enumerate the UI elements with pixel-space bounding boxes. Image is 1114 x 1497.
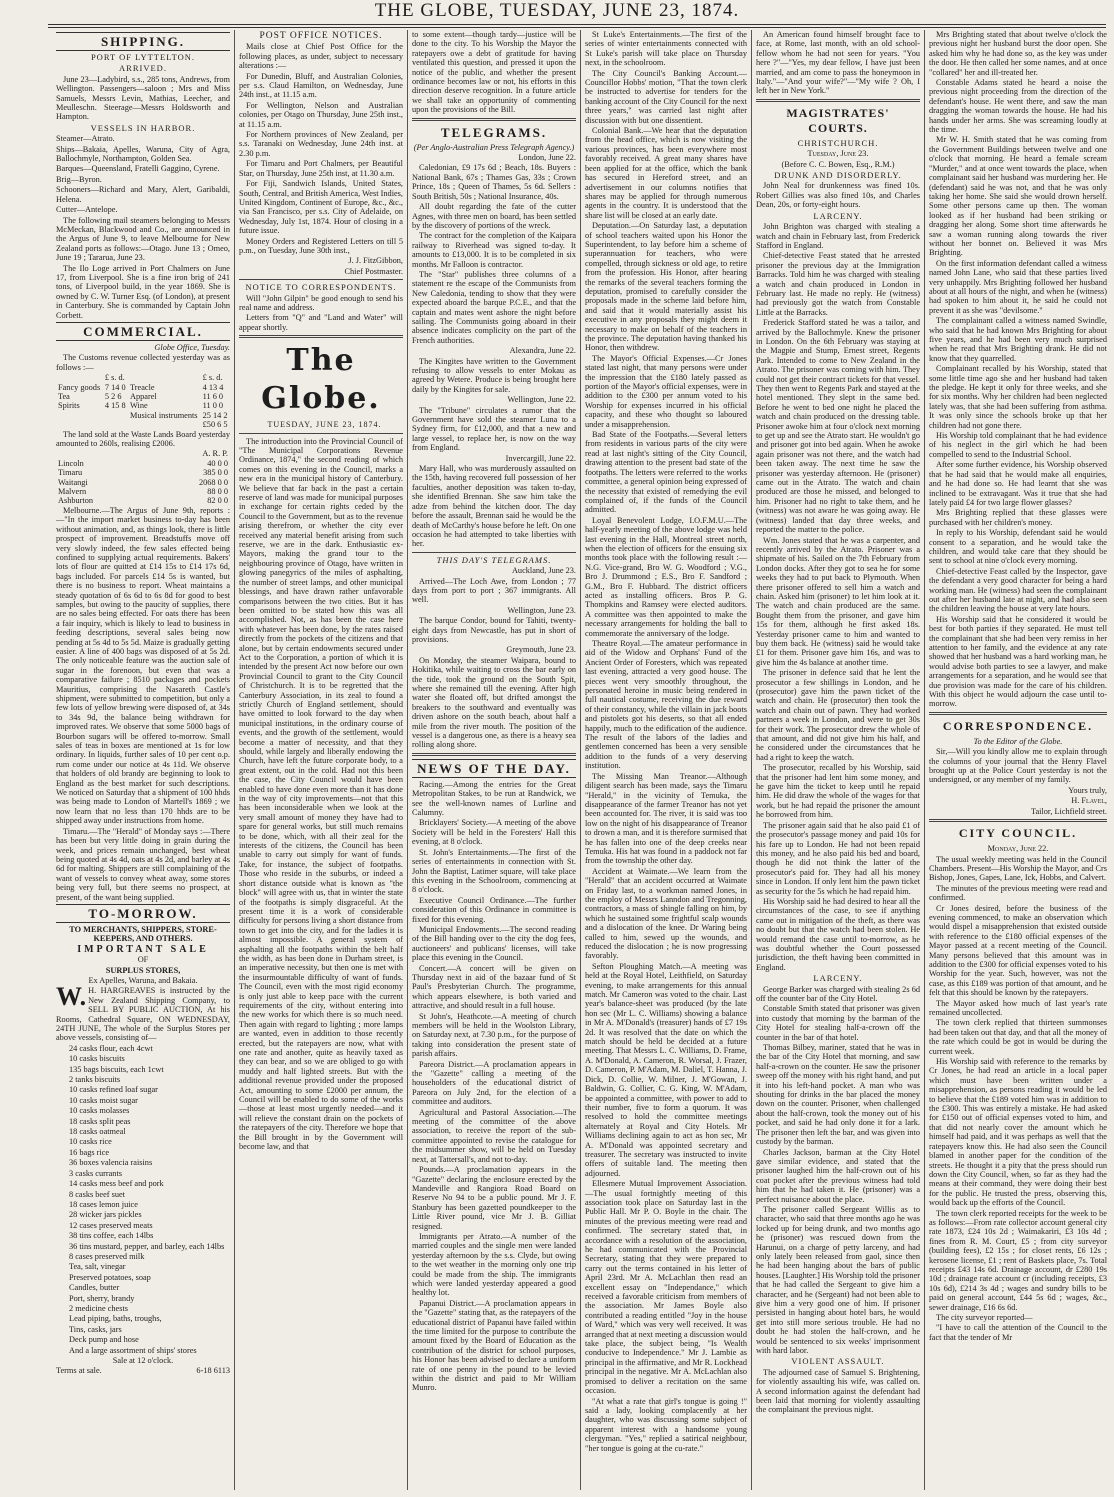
dateline: Greymouth, June 23. xyxy=(506,645,576,655)
council-text: "I have to call the attention of the Council to the fact that the tender of Mr xyxy=(929,1323,1107,1342)
column-divider xyxy=(751,30,752,1490)
editorial-dateline: TUESDAY, JUNE 23, 1874. xyxy=(267,420,382,430)
arrived-text: June 23—Ladybird, s.s., 285 tons, Andrews, from Wellington. Passengers—saloon ; Mrs and Miss Samuels, Messrs Levin, Mathias, Leecher, and Meulleschn. Steerage—Messrs Holdsworth and Hampton. xyxy=(56,74,230,122)
notice-paragraph: Letters from "Q" and "Land and Water" will appear shortly. xyxy=(239,313,403,332)
table-row xyxy=(56,478,230,487)
postmaster-title: Chief Postmaster. xyxy=(344,266,403,276)
list-item: And a large assortment of ships' stores xyxy=(69,1345,197,1355)
case-text: Thomas Bilbey, mariner, stated that he was in the bar of the City Hotel that morning, and saw half-a-crown on the counter. He saw the prisoner sweep off the money with his right hand, and put it into his left-hand pocket. A man who was shouting for drinks in the bar placed the money down on the counter. Prisoner, when challenged about the half-crown, took the money out of his pocket, and said he had only done it for a lark. The prisoner then left the bar, and was given into custody by the barman. xyxy=(756,1043,920,1147)
timaru-text: Timaru.—The "Herald" of Monday says :—There has been but very little doing in grain during the week, and prices remain unchanged, best wheat being quoted at 4s 4d, oats at 4s 2d, and barley at 4s 6d for malting. Shippers are still complaining of the want of vessels to convey wheat away, some stores being very full, but there seems no prospect, at present, of the want being supplied. xyxy=(56,826,230,902)
magistrates-heading: MAGISTRATES' COURTS. xyxy=(786,105,890,135)
news-item: Papanui District.—A proclamation appears in the "Gazette" stating that, as the ratepayers of the educational district of Papanui have failed within the time limited for the purpose to contribute the amount fixed by the Board of Education as the contribution of the district for school purposes, his Honor has been advised to declare a uniform rate of one penny in the pound to be levied within the district and paid to Mr William Munro. xyxy=(412,1298,576,1393)
divider xyxy=(239,433,403,434)
case-text: Constable Adams stated he heard a noise the previous night proceeding from the direction of the defendant's house. He went there, and saw the man dragging the woman towards the house. He had his hands under her arms. She was screaming loudly at the time. xyxy=(929,78,1107,135)
schooners-text: Schooners—Richard and Mary, Alert, Garibaldi, Helena. xyxy=(56,185,230,204)
cell: Apparel xyxy=(130,392,157,401)
arrived-heading: ARRIVED. xyxy=(119,63,167,74)
divider xyxy=(756,99,920,102)
table-row xyxy=(56,468,230,477)
cell: Malvern xyxy=(58,487,87,497)
customs-head: £ s. d. xyxy=(202,373,223,383)
news-item: Bricklayers' Society.—A meeting of the above Society will be held in the Foresters' Hall this evening, at 8 o'clock. xyxy=(412,818,576,847)
council-text: The usual weekly meeting was held in the Council Chambers. Present—His Worship the Mayor, and Crs Bishop, Jones, Gapes, Lane, Ick, Hobbs, and Calvert. xyxy=(929,854,1107,883)
sale-body xyxy=(56,982,230,1043)
news-item: Racing.—Among the entries for the Great Metropolitan Stakes, to be run at Randwick, we see the well-known names of Lurline and Calumny. xyxy=(412,779,576,818)
council-text: The town clerk replied that thirteen summonses had been taken out that day, and that all the money of the rate which could be got in would be during the current week. xyxy=(929,1018,1107,1056)
customs-total: £50 6 5 xyxy=(202,420,228,430)
cell: Timaru xyxy=(58,468,83,478)
news-item: Agricultural and Pastoral Association.—The meeting of the committee of the above association, to receive the report of the sub-committee appointed to revise the catalogue for the midsummer show, will be held on Tuesday next, at Tattersall's, and not to-day. xyxy=(412,1107,576,1164)
list-item: 3 casks currants xyxy=(69,1168,122,1178)
news-item: The Missing Man Treanor.—Although diligent search has been made, says the Timaru "Herald," in the vicinity of Temuka, the disappearance of the farmer Treanor has not yet been accounted for. The river, it is said was too low on the night of his disappearance of Treanor to drown a man, and it is therefore surmised that he has fallen into one of the deep creeks near Temuka. His hat was found in a paddock not far from the township the other day. xyxy=(585,771,747,866)
table-row xyxy=(56,392,230,401)
telegram: All doubt regarding the fate of the cutter Agnes, with three men on board, has been settled by the discovery of portions of the wreck. xyxy=(412,202,576,230)
council-text: The minutes of the previous meeting were read and confirmed. xyxy=(929,883,1107,903)
globe-logo: The Globe. xyxy=(261,343,381,417)
ad-ref: 6-18 6113 xyxy=(196,1366,230,1376)
case-text: Chief-detective Feast stated that he arrested prisoner the previous day at the Immigration Barracks. Told him he was charged with stealing a watch and chain produced in London in February last. He made no reply. He (witness) had previously got the watch from Constable Little at the Barracks. xyxy=(756,251,920,317)
page-masthead: THE GLOBE, TUESDAY, JUNE 23, 1874. xyxy=(374,0,740,21)
news-item: "At what a rate that girl's tongue is going !" said a lady, looking complacently at her daughter, who was discussing some subject of apparent interest with a handsome young clergyman. "Yes," replied a satirical neighbour, "her tongue is going at the cu-rate." xyxy=(585,1396,747,1453)
postmaster-name: J. J. FitzGibbon, xyxy=(348,256,403,266)
telegram: The barque Condor, bound for Tahiti, twenty-eight days from Newcastle, has put in short of provisions. xyxy=(412,616,576,644)
case-text: The complainant called a witness named Swindle, who said that he had known Mrs Brighting for about five years, and he had been very much surprised when he read that Mrs Brighting drank. He did not know that they quarrelled. xyxy=(929,316,1107,363)
dateline: Alexandra, June 22. xyxy=(509,346,576,356)
council-text: Cr Jones desired, before the business of the evening commenced, to make an observation which would dispel a misapprehension that existed outside with reference to the £180 official expenses of the Mayor passed at a recent meeting of the Council. Many persons believed that this amount was in addition to the £300 for official expenses voted to his Worship for the year. Such, however, was not the case, as this £189 was portion of that amount, and he felt that this should be known by the ratepayers. xyxy=(929,903,1107,998)
column-divider xyxy=(580,30,581,1490)
list-item: Deck pump and hose xyxy=(69,1335,139,1345)
table-row xyxy=(56,487,230,496)
news-item: St. John's Entertainments.—The first of the series of entertainments in connection with St. John the Baptist, Latimer square, will take place this evening in the Schoolroom, commencing at 8 o'clock. xyxy=(412,847,576,895)
news-item: Concert.—A concert will be given on Thursday next in aid of the bazaar fund of St Paul's Presbyterian Church. The programme, which appears elsewhere, is both varied and attractive, and should result in a full house. xyxy=(412,963,576,1011)
post-paragraph: Mails close at Chief Post Office for the following places, as under, subject to necessary alterations :— xyxy=(239,42,403,71)
divider xyxy=(239,335,403,338)
table-row xyxy=(56,383,230,392)
court-bench: (Before C. C. Bowen, Esq., R.M.) xyxy=(781,159,895,169)
case-text: Chief-detective Feast called by the Inspector, gave the defendant a very good character for being a hard working man. He (witness) had seen the complainant out after her husband late at night, and had also seen the children leaving the house at very late hours. xyxy=(929,566,1107,614)
divider xyxy=(929,819,1107,822)
telegram: The contract for the completion of the Kaipara railway to Riverhead was signed to-day. It amounts to £13,000. It is to be completed in six months. Mr Falloon is contractor. xyxy=(412,231,576,269)
letter-body: Sir,—Will you kindly allow me to explain through the columns of your journal that the Henry Flavel brought up at the Police Court yesterday is not the undersigned, or any member of my family. xyxy=(929,747,1107,785)
news-item: St Luke's Entertainments.—The first of the series of winter entertainments connected with St Luke's parish will take place on Thursday next, in the schoolroom. xyxy=(585,30,747,68)
cell: Tea xyxy=(58,392,70,401)
telegram-agency: (Per Anglo-Australian Press Telegraph Agency.) xyxy=(413,142,575,152)
news-item: Deputation.—On Saturday last, a deputation of school teachers waited upon his Honor the Superintendent, to lay before him a scheme of superannuation for teachers, who were compelled, through sickness or old age, to retire from the profession. His Honor, after hearing the remarks of the several teachers forming the deputation, promised to carefully consider the proposals made in the scheme laid before him, and said that it would materially assist his executive in any proposals they might deem it necessary to make on behalf of the teachers in the province. The deputation having thanked his Honor, then withdrew. xyxy=(585,221,747,353)
list-item: 8 casks beef suet xyxy=(69,1189,125,1199)
case-text: His Worship told complainant that he had evidence of his neglect in the girl which he had been compelled to send to the Industrial School. xyxy=(929,431,1107,459)
case-text: The prisoner called Sergeant Willis as to character, who said that three months ago he was locked up for being drunk, and two months ago he (prisoner) was rescued down from the Harunui, on a charge of petty larceny, and had only lately been released from gaol, since then he had been hanging about the bars of public houses. [Laughter.] His Worship told the prisoner that he had called the Sergeant to give him a character, and he (Sergeant) had not been able to give him a very good one of him. If prisoner persisted in hanging about hotel bars, he would get into still more serious trouble. He had no doubt he had stolen the half-crown, and he would be sentenced to six weeks' imprisonment with hard labor. xyxy=(756,1204,920,1356)
dateline: Wellington, June 22. xyxy=(507,395,576,405)
cell: Musical instruments xyxy=(130,410,198,420)
news-item: Pounds.—A proclamation appears in the "Gazette" declaring the enclosure erected by the Mandeville and Rangiora Road Board on Reserve No 94 to be a public pound. Mr J. F. Stanbury has been gazetted poundkeeper to the Little River pound, vice Mr J. B. Gilliat resigned. xyxy=(412,1165,576,1231)
council-text: His Worship said with reference to the remarks by Cr Jones, he had read an article in a local paper which must have been written under a misapprehension, as persons reading it would be led to believe that the £189 voted him was in addition to the £300. This was entirely a mistake. He had asked for £150 out of official expenses voted to him, and that did not nearly cover the amount which he himself had paid, and it was perhaps as well that the ratepayers know this. He had also seen the Council blamed in another paper for the condition of the streets. He thought it a pity that the press should run down the City Council, when, so far as they had the means at their command, they were doing their best for the public. He trusted the press, observing this, would back up the efforts of the Council. xyxy=(929,1057,1107,1208)
case-heading: VIOLENT ASSAULT. xyxy=(791,1356,885,1367)
news-item: Municipal Endowments.—The second reading of the Bill handing over to the city the dog fees, auctioneers' and publicans' licenses, will take place this evening in the Council. xyxy=(412,924,576,963)
drop-cap: W. xyxy=(56,982,87,1012)
case-text: Frederick Stafford stated he was a tailor, and arrived by the Ballochmyle. Knew the prisoner in London. On the 6th February was staying at the Magpie and Stump, Ernest street, Regents Park. Intended to come to New Zealand in the Atrato. The prisoner was coming with him. They could not get their contract tickets for that vessel. They then went to Regents Park and stayed at the hotel mentioned. They slept in the same bed. Before he went to bed one night he placed the watch and chain produced on the dressing table. Prisoner awoke him at four o'clock next morning to get up and see the Atrato start. He wouldn't go and prisoner got into bed again. When he awoke again prisoner was not there, and the watch had been taken away. The next time he saw the prisoner was yesterday afternoon. He (prisoner) came out in the Atrato. The watch and chain produced are those he missed, and belonged to him. Prisoner had no right to take them, and he (witness) was not aware he was going away. He (witness) landed that day three weeks, and reported the matter to the police. xyxy=(756,318,920,535)
dateline: Wellington, June 23. xyxy=(507,605,576,615)
post-office-heading: POST OFFICE NOTICES. xyxy=(259,31,383,41)
post-paragraph: For Timaru and Port Chalmers, per Beautiful Star, on Thursday, June 25th inst, at 11.30 a.m. xyxy=(239,159,403,178)
list-item: Lead piping, baths, troughs, xyxy=(69,1314,162,1324)
divider xyxy=(239,279,403,280)
column-divider xyxy=(924,30,925,1490)
column-divider xyxy=(407,30,408,1490)
to-merchants: TO MERCHANTS, SHIPPERS, STORE-KEEPERS, AND OTHERS. xyxy=(69,924,217,944)
telegram: Caledonian, £9 17s 6d ; Beach, 18s. Buyers : National Bank, 67s ; Thames Gas, 33s ; Crown Prince, 18s ; Queen of Thames, 5s 6d. Sellers : South British, 50s ; National Insurance, 40s. xyxy=(412,163,576,201)
list-item: 10 casks moist sugar xyxy=(69,1095,138,1105)
correspondence-heading: CORRESPONDENCE. xyxy=(942,718,1094,733)
lots-list xyxy=(56,1044,230,1355)
cell: Wine xyxy=(130,401,148,411)
list-item: Port, sherry, brandy xyxy=(69,1293,135,1303)
list-item: Preserved potatoes, soap xyxy=(69,1272,151,1282)
commercial-heading: COMMERCIAL. xyxy=(56,322,230,341)
sale-of: OF xyxy=(137,955,149,965)
notice-heading: NOTICE TO CORRESPONDENTS. xyxy=(245,282,397,293)
news-item: Sefton Ploughing Match.—A meeting was held at the Royal Hotel, Leithfield, on Saturday evening, to make arrangements for this annual match. Mr Cameron was voted to the chair. Last year's balance-sheet was produced (by the late hon sec (Mr L. C. Williams) showing a balance in Mr A. M'Donald's (treasurer) hands of £7 19s 2d. It was resolved that the date on which the match should be held be decided at a future meeting. That Messrs L. C. Williams, D. Frame, A. M'Donald, A. Cameron, R. Worsal, J. Frazer, D. Cameron, P. M'Adam, M. Daliel, T. Hanna, J. Dick, D. Collie, W. Milner, J. M'Gowan, J. Baldwin, G. Collier, C. G. King, W. M'Adam, be appointed a committee, with power to add to their number, five to form a quorum. It was resolved to hold the committee meetings alternately at Royal and City Hotels. Mr Williams declining again to act as hon sec, Mr A. M'Donald was appointed secretary and treasurer. The secretary was instructed to invite offers of suitable land. The meeting then adjourned. xyxy=(585,961,747,1178)
list-item: 14 casks mess beef and pork xyxy=(69,1179,164,1189)
list-item: 135 bags biscuits, each 1cwt xyxy=(69,1064,164,1074)
customs-intro: The Customs revenue collected yesterday was as follows :— xyxy=(56,353,230,372)
case-text: The prisoner in defence said that he lent the prosecutor a few shillings in London, and he (prosecutor) gave him the pawn ticket of the watch and chain. He (prosecutor) then took the watch and chain out of pawn. They had worked partners a week in London, and were to get 30s for their work. The prosecutor drew the whole of that amount, and did not give him his half, and he considered under the circumstances that he had a right to keep the watch. xyxy=(756,668,920,762)
tomorrow-heading: TO-MORROW. xyxy=(56,904,230,923)
list-item: 10 casks refined loaf sugar xyxy=(69,1085,158,1095)
list-item: Tea, salt, vinegar xyxy=(69,1262,126,1272)
editorial-continued: to some extent—though tardy—justice will be done to the city. To his Worship the Mayor the ratepayers owe a debt of gratitude for having ventilated this question, and pressed it upon the notice of the public, and whether the present ordinance becomes law or not, his efforts in this direction deserve recognition. In a future article we shall take an opportunity of commenting upon the provisions of the Bill. xyxy=(412,30,576,115)
sale-time: Sale at 12 o'clock. xyxy=(112,1356,174,1365)
editorial-text: The introduction into the Provincial Council of "The Municipal Corporations Revenue Ordinance, 1874," the second reading of which comes on this evening in the Council, marks a new era in the municipal history of Canterbury. We believe that far back in the past a certain reserve of land was made for municipal purposes in exchange for certain rights ceded by the Council to the Government, but as to the revenue arising therefrom, or whether the city ever received any material benefit arising from such reserve, we are in the dark. Enthusiastic ex-Mayors, making the grand tour to the neighbouring province of Otago, have written in glowing panegyrics of the miles of asphalting, the number of street lamps, and other municipal blessings, and have drawn rather unfavorable comparisons between the two cities. But it has been omitted to be stated how this was all accomplished. Not, as has been the case here with whatever has been done, by the rates raised directly from the pockets of the citizens and that alone, but by certain endowments secured under Act to the Corporation, a portion of which it is intended by the present Act now before our own Provincial Council to grant to the City Council of Christchurch. It is to be regretted that the Canterbury Association, in its zeal to found a strictly Church of England settlement, should have omitted to look forward to the day when municipal institutions, in the ordinary course of events, and the growth of the settlement, would become a matter of necessity, and that they should, while largely and liberally endowing the Church, have left the future corporate body, to a great extent, out in the cold. Had not this been the case, the City Council would have been enabled to have done even more than it has done in the way of city improvements—not that this has been inconsiderable when we look at the very small amount of money they have had to spare for general works, but still much remains to be done, which, with all their zeal for the interests of the citizens, the Council has been unable to carry out simply for want of funds. Take, for instance, the subject of footpaths. Those who reside in the suburbs, or indeed a short distance outside what is known as "the block" will agree with us, that in winter the state of the footpaths is simply disgraceful. At the present time it is a work of considerable difficulty for persons living a short distance from town to get into the city, and for the ladies it is almost impossible. A general system of asphalting all the footpaths within the belt half the width, as has been done in Durham street, is an imperative necessity, but then one is met with the insurmountable difficulty of want of funds. The Council, even with the most rigid economy is only just able to keep pace with the current requirements of the city, without entering into the new works for which there is so much need. Then again with regard to lighting ; more lamps are wanted, even in addition to those recently erected, but the ratepayers are now, what with one rate and another, quite as heavily taxed as they can bear, and so we are obliged to go with muddy and half lighted streets. But with the additional revenue provided under the proposed Act, amounting to some £2000 per annum, the Council will be enabled to do some of the works—those at least most urgently needed—and it will relieve the constant drain on the pockets of the ratepayers of the city. Therefore we hope that the Bill brought in by the Government will become law, and that xyxy=(239,436,403,1152)
telegram: On Monday, the steamer Waipara, bound to Hokitika, while waiting to cross the bar early on the tide, took the ground on the South Spit, where she remained till the evening. After high water she floated off, but drifted amongst the breakers to the southward and eventually was driven ashore on the south beach, about half a mile from the river mouth. The position of the vessel is a dangerous one, as there is a heavy sea rolling along shore. xyxy=(412,655,576,750)
letter-address: Tailor, Lichfield street. xyxy=(1030,806,1107,816)
court-date: Tuesday, June 23. xyxy=(807,149,869,159)
case-text: John Neal for drunkenness was fined 10s. Robert Gillies was also fined 10s, and Charles Dean, 20s, or forty-eight hours. xyxy=(756,181,920,210)
customs-head-row xyxy=(56,373,230,382)
land-table xyxy=(56,449,230,505)
news-item: Pareora District.—A proclamation appears in the "Gazette" calling a meeting of the householders of the educational district of Pareora on July 2nd, for the election of a committee and auditors. xyxy=(412,1059,576,1107)
list-item: 10 casks biscuits xyxy=(69,1054,125,1064)
sale-body-text: H. HARGREAVES is instructed by the New Zealand Shipping Company, to SELL BY PUBLIC AUCTION, At his Rooms, Cathedral Square, ON WEDNESDAY, 24TH JUNE, The whole of the Surplus Stores per above vessels, consisting of— xyxy=(56,986,230,1043)
sale-title: IMPORTANT SALE xyxy=(77,943,209,955)
case-heading: DRUNK AND DISORDERLY. xyxy=(774,170,902,181)
court-place: CHRISTCHURCH. xyxy=(797,137,879,148)
cell: 7 14 0 xyxy=(104,382,126,392)
terms-line xyxy=(56,1366,230,1375)
steamer-text: Steamer—Atrato. xyxy=(56,134,115,144)
cutter-text: Cutter—Antelope. xyxy=(56,205,118,215)
case-text: Constable Smith stated that prisoner was given into custody that morning by the barman of the City Hotel for stealing half-a-crown off the counter in the bar of that hotel. xyxy=(756,1004,920,1042)
case-text: After some further evidence, his Worship observed that he had said that he would make all enquiries, and he had done so. He had learnt that she was inclined to be extravagant. Was it true that she had lately paid £4 for two large flower glasses? xyxy=(929,460,1107,507)
list-item: Candles, butter xyxy=(69,1283,120,1293)
list-item: 18 cases lemon juice xyxy=(69,1199,138,1209)
post-paragraph: For Wellington, Nelson and Australian colonies, per Otago on Thursday, June 25th inst., at 11.15 a.m. xyxy=(239,100,403,129)
customs-table xyxy=(56,373,230,429)
port-heading: PORT OF LYTTELTON. xyxy=(90,52,196,62)
cell: 11 0 0 xyxy=(202,401,224,411)
case-text: Mrs Brighting stated that about twelve o'clock the previous night her husband burst the door open. She asked him why he had done so, as the key was under the door. He then called her some names, and at once "collared" her and ill-treated her. xyxy=(929,30,1107,77)
cell: Fancy goods xyxy=(58,382,101,392)
news-item: Immigrants per Atrato.—A number of the married couples and the single men were landed yesterday afternoon by the s.s. Clyde, but owing to the wet weather in the morning only one trip could be made from the ship. The immigrants which were landed yesterday appeared a good healthy lot. xyxy=(412,1231,576,1298)
divider xyxy=(412,118,576,121)
list-item: 8 cases preserved milk xyxy=(69,1251,145,1261)
case-text: The adjourned case of Samuel S. Brightening, for violently assaulting his wife, was called on. A second information against the defendant had been laid that morning for violently assaulting the complainant the previous night. xyxy=(756,1367,920,1415)
case-heading: LARCENY. xyxy=(813,973,863,984)
table-row xyxy=(56,496,230,505)
list-item: 10 casks molasses xyxy=(69,1106,130,1116)
surplus-stores: SURPLUS STORES, xyxy=(105,965,181,975)
barques-text: Barques—Queensland, Fratelli Gaggino, Cyrene. xyxy=(56,164,220,174)
case-text: Mrs Brighting replied that these glasses were purchased with her children's money. xyxy=(929,508,1107,527)
news-item: Bad State of the Footpaths.—Several letters from residents in various parts of the city were read at last night's sitting of the City Council, drawing attention to the present bad state of the footpaths. The letters were referred to the works committee, a general opinion being expressed of the necessity that existed of remedying the evil complained of, if the funds of the Council admitted. xyxy=(585,430,747,515)
cell: Lincoln xyxy=(58,458,84,468)
masthead-rule-2 xyxy=(48,27,1106,28)
cell: 25 14 2 xyxy=(202,410,228,420)
news-item: St John's, Heathcote.—A meeting of church members will be held in the Woolston Library, on Saturday next, at 7.30 p.m., for the purpose of taking into consideration the present state of parish affairs. xyxy=(412,1011,576,1059)
news-heading: NEWS OF THE DAY. xyxy=(412,759,576,778)
telegram: Arrived—The Loch Awe, from London ; 77 days from port to port ; 367 immigrants. All well. xyxy=(412,576,576,605)
case-text: Complainant recalled by his Worship, stated that some little time ago she and her husband had taken the pledge. He kept it only for three weeks, and she for six months. Why her children had been neglected lately was, that she had been suffering from asthma. It was only since the schools broke up that her children had not gone there. xyxy=(929,364,1107,430)
telegrams-heading: TELEGRAMS. xyxy=(440,124,548,140)
cell: 5 2 6 xyxy=(104,392,122,401)
list-item: 18 casks oatmeal xyxy=(69,1127,126,1137)
dateline: Invercargill, June 22. xyxy=(505,453,576,463)
news-item: An American found himself brought face to face, at Rome, last month, with an old school-fellow whom he had not seen for years. "You here ?"—"Yes, my dear fellow, I have just been married, and am come to pass the honeymoon in Italy."—"And your wife?"—"My wife ? Oh, I left her in New York." xyxy=(756,30,920,96)
table-row xyxy=(56,411,230,420)
column-2 xyxy=(239,30,403,1490)
brig-text: Brig—Byron. xyxy=(56,174,102,184)
case-text: In reply to his Worship, defendant said he would consent to a separation, and he would take the children, and would take care that they should be sent to school at nine o'clock every morning. xyxy=(929,528,1107,566)
todays-telegrams-heading: THIS DAY'S TELEGRAMS. xyxy=(436,554,552,565)
mails-text: The following mail steamers belonging to Messrs McMeckan, Blackwood and Co., are announced in the Argus of June 9, to leave Melbourne for New Zealand ports as follows:—Otago. June 13 ; Omeo, June 19 ; Tararua, June 23. xyxy=(56,215,230,263)
list-item: 12 cases preserved meats xyxy=(69,1220,153,1230)
list-item: 2 medicine chests xyxy=(69,1303,128,1313)
cell: Spirits xyxy=(58,401,80,411)
news-item: Colonial Bank.—We hear that the deputation from the head office, which is now visiting the various provinces, has been everywhere most favorably received. A great many shares have been applied for at the office, which the bank has secured in Hereford street, and an advertisement in our columns notifies that shares may be applied for through numerous agents in the country. It is understood that the share list will be closed at an early date. xyxy=(585,126,747,220)
cell: 4 13 4 xyxy=(202,382,224,392)
council-text: The Mayor asked how much of last year's rate remained uncollected. xyxy=(929,998,1107,1017)
list-item: 18 casks split peas xyxy=(69,1116,131,1126)
notice-paragraph: Will "John Gilpin" be good enough to send his real name and address. xyxy=(239,293,403,312)
cell: 2068 0 0 xyxy=(198,477,228,487)
cell xyxy=(56,411,103,420)
case-text: George Barker was charged with stealing 2s 6d off the counter bar of the City Hotel. xyxy=(756,984,920,1003)
news-item: Executive Council Ordinance.—The further consideration of this Ordinance in committee is fixed for this evening. xyxy=(412,895,576,924)
telegram: The "Star" publishes three columns of a statement re the escape of the Communists from New Caledonia, tending to show that they were expected aboard the barque P.C.E., and that the captain and mates went ashore the night before sailing. The Communists going aboard in their absence indicates complicity on the part of the French authorities. xyxy=(412,269,576,345)
council-text: The city surveyor reported— xyxy=(936,1313,1033,1322)
cell: 385 0 0 xyxy=(203,468,228,478)
cell: 4 15 8 xyxy=(104,401,126,411)
lodge-text: The Ilo Loge arrived in Port Chalmers on June 17, from Liverpool. She is a fine iron brig of 241 tons, of Liverpool build, in the year 1869. She is owned by C. W. Turner Esq. (of London), at present in Canterbury. She is commanded by Captain John Corbett. xyxy=(56,263,230,320)
cell: 82 0 0 xyxy=(207,496,228,506)
post-paragraph: For Northern provinces of New Zealand, per s.s. Taranaki on Wednesday, June 24th inst. at 2.30 p.m. xyxy=(239,130,403,158)
dateline: Auckland, June 23. xyxy=(511,566,576,576)
table-row xyxy=(56,449,230,458)
list-item: 2 tanks biscuits xyxy=(69,1075,121,1085)
case-text: Charles Jackson, barman at the City Hotel gave similar evidence, and stated that the prisoner laughed him the half-crown out of his coat pocket after the previous witness had told him that he had taken it. He (prisoner) was a perfect nuisance about the place. xyxy=(756,1147,920,1204)
list-item: 10 casks rice xyxy=(69,1137,112,1147)
melbourne-text: Melbourne.—The Argus of June 9th, reports :—"In the import market business to-day has been without animation, and, as things look, there is little prospect of improvement. Breadstuffs move off very slowly indeed, the few sales effected being confined to supplying actual requirements. Bakers' lots of flour are quitted at £14 15s to £14 17s 6d, bags included. For parcels £14 5s is wanted, but there is no business to report. Wheat maintains a steady quotation of 6s 6d to 6s 8d for good to best samples, but owing to the paucity of supplies, there are no sales being effected. For oats there has been a fair inquiry, which is likely to lead to business in feeding descriptions, several sales being now pending at 5s 4d to 5s 5d. Maize is gradually getting easier. A line of 400 bags was disposed of at 5s 2d. The only noticeable feature was the auction sale of sugar in the forenoon, but even that was a comparative failure ; 8510 packages and pockets Mauritius, comprising the Nasareth Castle's shipment, were submitted to competition, but only a few lots of yellow brewing were disposed of, at 34s to 34s 9d, the balance being withdrawn for improved rates. We observe that some 5000 bags of Bourbon sugars will be offered to-morrow. Small sales of teas in boxes are mentioned at 1s for low ordinary. In liquids, further sales of 10 per cent o.p. rum come under our notice at 4s 11d. We observe that holders of old brandy are beginning to look to England as the best market for such descriptions. We noticed on Saturday that a shipment of 100 hhds was being made to London of Martell's 1869 ; we now learn that no less than 170 hhds are to be shipped away under instructions from home. xyxy=(56,505,230,826)
city-council-heading: CITY COUNCIL. xyxy=(958,826,1078,841)
terms: Terms at sale. xyxy=(56,1366,102,1376)
column-divider xyxy=(234,30,235,1490)
letter-closing: Yours truly, xyxy=(1068,785,1107,795)
news-item: The Mayor's Official Expenses.—Cr Jones stated last night, that many persons were under the impression that the £180 lately passed as portion of the Mayor's official expenses, were in addition to the £300 per annum voted to his Worship for expenses incurred in his official capacity, and these who thought so laboured under a misapprehension. xyxy=(585,353,747,429)
ex-ships: Ex Apelles, Waruna, and Bakaia. xyxy=(88,975,198,985)
letter-to: To the Editor of the Globe. xyxy=(973,736,1063,746)
customs-head: £ s. d. xyxy=(104,373,125,383)
post-paragraph: For Fiji, Sandwich Islands, United States, South, Central, and British America, West Indies, United Kingdom, Continent of Europe, &c., &c., via San Francisco, per s.s. City of Adelaide, on Wednesday, July 1st, 1874. Hour of closing in a future issue. xyxy=(239,179,403,236)
masthead-rule xyxy=(48,24,1106,25)
post-paragraph: For Dunedin, Bluff, and Australian Colonies, per s.s. Claud Hamilton, on Wednesday, June 24th inst., at 11.15 a.m. xyxy=(239,71,403,100)
list-item: 36 boxes valencia raisins xyxy=(69,1158,153,1168)
shipping-heading: SHIPPING. xyxy=(56,32,230,51)
cell: 88 0 0 xyxy=(207,487,228,497)
list-item: 38 tins coffee, each 14lbs xyxy=(69,1231,154,1241)
council-date: Monday, June 22. xyxy=(987,844,1049,854)
ships-text: Ships—Bakaia, Apelles, Waruna, City of Agra, Ballochmyle, Northampton, Golden Sea. xyxy=(56,144,230,164)
column-5 xyxy=(756,30,920,1490)
harbor-heading: VESSELS IN HARBOR. xyxy=(90,122,196,133)
cell: Ashburton xyxy=(58,496,94,506)
column-6 xyxy=(929,30,1107,1490)
case-text: The prosecutor, recalled by his Worship, said that the prisoner had lent him some money, and he gave him the ticket to keep until he repaid him. He did draw the whole of the wages for that work, but he had repaid the prisoner the amount he borrowed from him. xyxy=(756,763,920,820)
table-row xyxy=(56,420,230,429)
dateline: London, June 22. xyxy=(518,153,576,163)
column-3 xyxy=(412,30,576,1490)
case-text: His Worship said that he considered it would be best for both parties if they separated. He must tell the complainant that she had been very remiss in her attention to her family, and the evidence at any rate showed that her husband was a hard working man, he would advise both parties to see a lawyer, and make arrangements for a separation, and he would see that due provision was made for the care of his children. With this object he would adjourn the case until to-morrow. xyxy=(929,614,1107,709)
list-item: 28 wicker jars pickles xyxy=(69,1210,142,1220)
office-dateline: Globe Office, Tuesday. xyxy=(154,342,230,352)
news-item: The City Council's Banking Account.—Councillor Hobbs' motion, "That the town clerk be instructed to advertise for tenders for the banking account of the City Council for the next three years," was carried last night after discussion with but one dissentient. xyxy=(585,68,747,125)
case-heading: LARCENY. xyxy=(813,210,863,221)
case-text: His Worship said he had desired to hear all the circumstances of the case, to see if anything came out in mitigation of the theft, as there was no doubt but that the watch had been stolen. He would remand the case until to-morrow, as he was doubtful whether the Court possessed jurisdiction, the theft having been committed in England. xyxy=(756,896,920,972)
list-item: 36 tins mustard, pepper, and barley, each 14lbs xyxy=(69,1241,225,1251)
divider xyxy=(929,712,1107,715)
cell: Waitangi xyxy=(58,477,88,487)
case-text: The prisoner again said that he also paid £1 of the prosecutor's passage money and paid 10s for his fare up to London. He had not been repaid this money, and he also paid his bed and board, though he did not think the latter of the prosecutor's paid for. They had all his money since in London. If only lent him the pawn ticket as security for the 5s which he had repaid him. xyxy=(756,820,920,896)
cell: 40 0 0 xyxy=(207,458,228,468)
case-text: Mr W. H. Smith stated that he was coming from the Government Buildings between twelve and one o'clock that morning. He heard a female scream "Murder," and at once went towards the place, when complainant said her husband was murdering her. He (defendant) said he was not, and that he was only taking her home. She said she would drown herself. Some other persons came up then. The woman looked as if her husband had been striking or dragging her along. Some short time afterwards he saw a woman running along towards the river without her bonnet on. Believed it was Mrs Brighting. xyxy=(929,135,1107,258)
telegram: The "Tribune" circulates a rumor that the Government have sold the steamer Luna to a Sydney firm, for £12,000, and that a new and large vessel, to replace her, is now on the way from England. xyxy=(412,405,576,453)
list-item: Tins, casks, jars xyxy=(69,1324,122,1334)
cell: Treacle xyxy=(130,382,155,392)
divider xyxy=(412,753,576,756)
news-item: Ellesmere Mutual Improvement Association.—The usual fortnightly meeting of this association took place on Saturday last in the Public Hall. Mr P. O. Boyle in the chair. The minutes of the previous meeting were read and confirmed. The secretary stated that, in accordance with a resolution of the association, he had communicated with the Provincial Secretary, stating that they were prepared to carry out the terms contained in his letter of April 23rd. Mr A. McLachlan then read an excellent essay on "Independance," which received a favorable criticism from members of the association. Mr James Boyle also contributed a reading entitled "Joy in the house of Ward," which was very well received. It was arranged that at next meeting a discussion would take place, the subject being, "Is Wealth conducive to Independence." Mr J. Lambie as principal in the affirmative, and Mr R. Lockhead principal in the negative. Mr A. McLachlan also promised to deliver a recitation on the same occasion. xyxy=(585,1179,747,1396)
case-text: On the first information defendant called a witness named John Lane, who said that these parties lived very unhappily. Mrs Brighting followed her husband about at all hours of the night, and when he (witness) had spoken to him about it, he said he could not prevent it as she was "devilsome." xyxy=(929,258,1107,315)
case-text: Wm. Jones stated that he was a carpenter, and recently arrived by the Atrato. Prisoner was a shipmate of his. Sailed on the 7th February from London docks. After they got to sea he for some weeks they had to put back to Plymouth. When there prisoner offered to sell him a watch and chain. Asked him (prisoner) to let him look at it. The watch and chain produced are the same. Bought them from the prisoner, and gave him 15s for them, although he first asked 18s. Yesterday prisoner came to him and wanted to buy them back. He (witness) said he would take £1 for them. Prisoner gave him 16s, and was to give him the 4s balance at another time. xyxy=(756,535,920,667)
list-item: 24 casks flour, each 4cwt xyxy=(69,1043,153,1053)
land-sale-text: The land sold at the Waste Lands Board yesterday amounted to 260ls, realising £2006. xyxy=(56,429,230,449)
column-1 xyxy=(56,30,230,1490)
column-4 xyxy=(585,30,747,1490)
case-text: John Brighton was charged with stealing a watch and chain in February last, from Frederick Stafford in England. xyxy=(756,222,920,250)
cell: 11 6 0 xyxy=(202,392,224,401)
news-item: Loyal Benevolent Lodge, I.O.F.M.U.—The half-yearly meeting of the above lodge was held last evening in the Hall, Montreal street north, when the election of officers for the ensuing six months took place with the following result :—N.G. Vice-grand, Bro W. G. Woodford ; V.G., Bro J. Drummond ; E.S., Bro F. Sandford ; G.M., Bro F. Hubbard. The district officers acted as installing officers. Bros P. G. Thompkins and Ramsey were elected auditors. A committee was then appointed to make the necessary arrangements for holding the ball to commemorate the anniversary of the lodge. xyxy=(585,515,747,638)
table-row xyxy=(56,459,230,468)
letter-signature: H. Flavel, xyxy=(1071,796,1107,806)
land-head: A. R. P. xyxy=(202,449,228,459)
telegram: Mary Hall, who was murderously assaulted on the 15th, having recovered full possession of her faculties, another deposition was taken to-day, she identified Brennan. She saw him take the adze from behind the kitchen door. The day before the assault, Brennan said he would be the death of McCarthy's house before he left. On one occasion he had attempted to take liberties with her. xyxy=(412,464,576,549)
list-item: 16 bags rice xyxy=(69,1147,110,1157)
news-item: Accident at Waimate.—We learn from the "Herald" that an accident occurred at Waimate on Friday last, to a workman named Jones, in the employ of Messrs Lanndon and Tregonning, contractors, a mass of shingle falling on him, by which he sustained some frightful scalp wounds and a dislocation of the knee. Dr Waring being called to him, sewed up the wounds, and reduced the dislocation ; he is now progressing favorably. xyxy=(585,866,747,961)
council-text: The town clerk reported receipts for the week to be as follows:—From rate collector account general city rate 1873, £24 10s 2d ; Waimakariri, £3 10s 4d ; fines from R. M. Court, £5 ; from city surveyor (building fees), £2 15s ; for closet rents, £6 12s ; kerosene license, £1 ; rent of Baskets place, 7s. Total receipts £43 14s 6d. Drainage account, dr £280 19s 10d ; drainage rate account cr (including receipts, £3 10s 6d), £214 3s 4d ; wages and sundry bills to be paid on general account, £44 5s 6d ; wages, &c., sewer drainage, £16 6s 6d. xyxy=(929,1208,1107,1312)
divider xyxy=(412,552,576,553)
table-row xyxy=(56,401,230,410)
telegram: The Kingites have written to the Government refusing to allow vessels to enter Mokau as agreed by Wetere. Produce is being brought here daily by the Kingites for sale. xyxy=(412,356,576,394)
post-paragraph: Money Orders and Registered Letters on till 5 p.m., on Tuesday, June 30th inst., xyxy=(239,236,403,255)
cell xyxy=(103,411,128,420)
news-item: Theatre Royal.—The amateur performance in aid of the Widow and Orphans' Fund of the Ancient Order of Foresters, which was repeated last evening, attracted a very good house. The pieces went very smoothly throughout, the personated heroine in music being rendered in full nautical costume, receiving the due reward of their constancy, while the villain in jack boots and pistolets got his deserts, so that all ended happily, much to the edification of the audience. The result of the labors of the ladies and gentlemen concerned has been a very sensible addition to the funds of a very deserving institution. xyxy=(585,639,747,771)
